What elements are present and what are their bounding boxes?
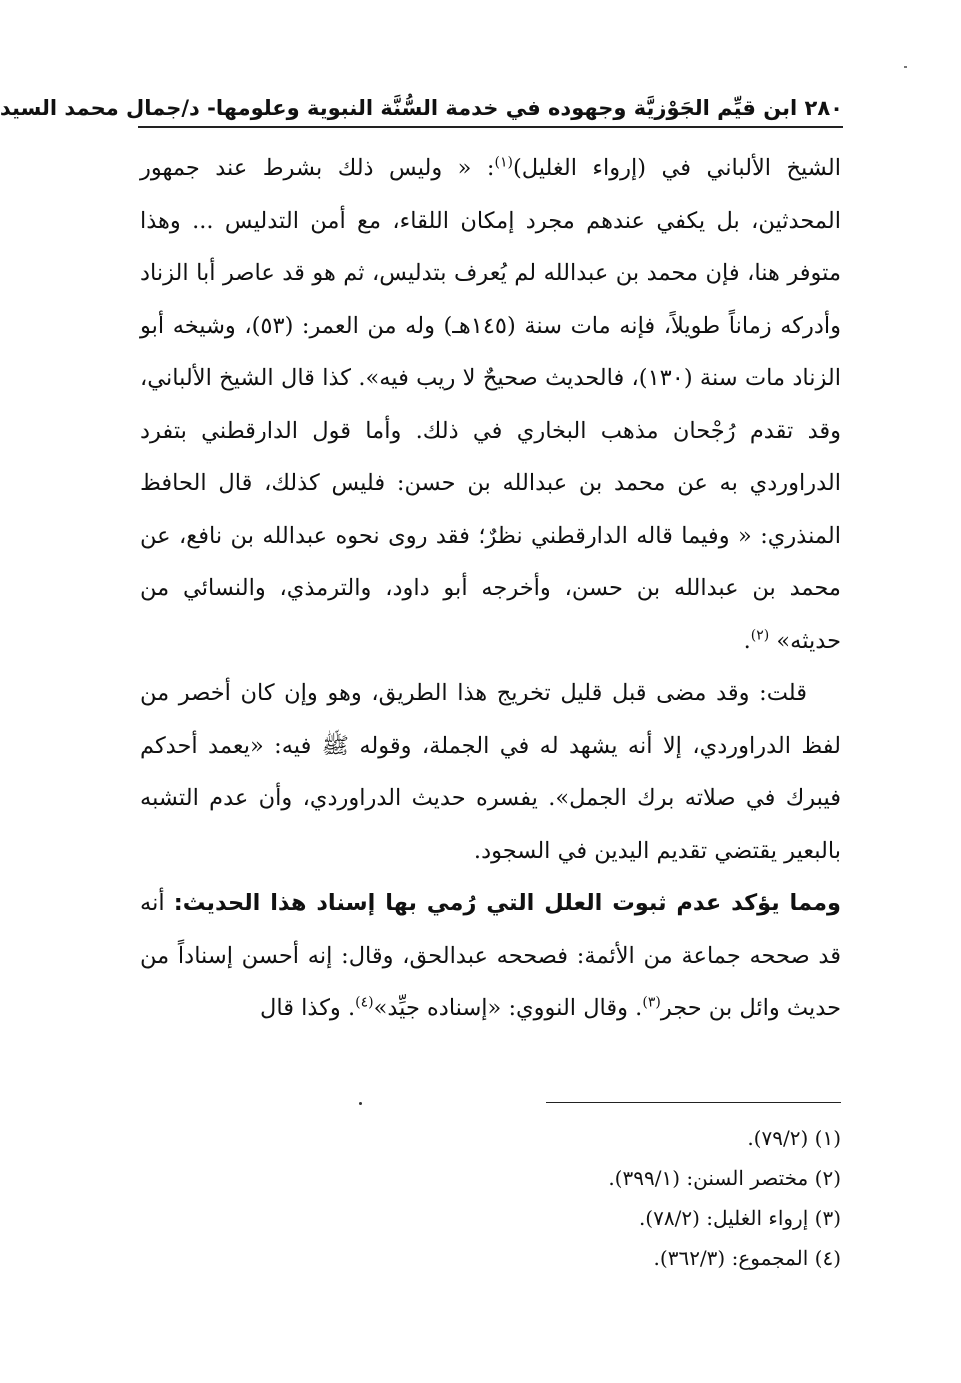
footnote-ref-3: (٣) xyxy=(642,994,661,1011)
p1-text-c: . xyxy=(743,627,751,654)
footnote-ref-4: (٤) xyxy=(355,994,374,1011)
footnote-separator xyxy=(546,1102,841,1103)
header-rule xyxy=(138,126,843,128)
footnote-1: (١) (٧٩/٢). xyxy=(747,1126,841,1150)
main-text xyxy=(140,142,841,1035)
paragraph-2 xyxy=(140,667,841,877)
stray-dot xyxy=(359,1102,362,1105)
scan-mark xyxy=(904,66,907,68)
p3-text-a: أنه قد صححه جماعة من الأئمة: فصححه عبدالحق، وقال: إنه أحسن إسناداً من حديث وائل بن حجر xyxy=(140,890,841,1021)
paragraph-3 xyxy=(140,877,841,1035)
p3-lead-heading: ومما يؤكد عدم ثبوت العلل التي رُمي بها إسناد هذا الحديث: xyxy=(173,890,841,916)
p1-text-b: : « وليس ذلك بشرط عند جمهور المحدثين، بل يكفي عندهم مجرد إمكان اللقاء، مع أمن التدليس ... وهذا متوفر هنا، فإن محمد بن عبدالله لم يُعرف بتدليس، ثم هو قد عاصر أبا الزناد وأدركه زماناً طويلاً، فإنه مات سنة (١٤٥هـ) وله من العمر: (٥٣)، وشيخه أبو الزناد مات سنة (١٣٠)، فالحديث صحيحٌ لا ريب فيه». كذا قال الشيخ الألباني، وقد تقدم رُجْحان مذهب البخاري في ذلك. وأما قول الدارقطني بتفرد الدراوردي به عن محمد بن عبدالله بن حسن: فليس كذلك، قال الحافظ المنذري: « وفيما قاله الدارقطني نظرٌ؛ فقد روى نحوه عبدالله بن نافع، عن محمد بن عبدالله بن حسن، وأخرجه أبو داود، والترمذي، والنسائي من حديثه» xyxy=(140,155,841,654)
p3-text-c: . وكذا قال xyxy=(260,995,356,1021)
header-title: ٢٨٠ ابن قيِّم الجَوْزيَّة وجهوده في خدمة السُّنَّة النبوية وعلومها- د/جمال محمد السيد xyxy=(0,96,843,120)
footnote-4: (٤) المجموع: (٣٦٢/٣). xyxy=(653,1246,841,1270)
footnotes xyxy=(140,1118,841,1278)
footnote-3: (٣) إرواء الغليل: (٧٨/٢). xyxy=(638,1206,841,1230)
p2-text: قلت: وقد مضى قبل قليل تخريج هذا الطريق، وهو وإن كان أخصر من لفظ الدراوردي، إلا أنه يشهد له في الجملة، وقوله ﷺ فيه: «يعمد أحدكم فيبرك في صلاته برك الجمل». يفسره حديث الدراوردي، وأن عدم التشبه بالبعير يقتضي تقديم اليدين في السجود. xyxy=(140,680,841,864)
footnote-ref-1: (١) xyxy=(494,154,513,171)
paragraph-1 xyxy=(140,142,841,667)
footnote-2: (٢) مختصر السنن: (٣٩٩/١). xyxy=(608,1166,841,1190)
p1-text-a: الشيخ الألباني في (إرواء الغليل) xyxy=(512,155,841,181)
p3-text-b: . وقال النووي: «إسناده جيِّد» xyxy=(373,995,643,1021)
running-header xyxy=(0,92,843,124)
footnote-ref-2: (٢) xyxy=(750,627,770,643)
